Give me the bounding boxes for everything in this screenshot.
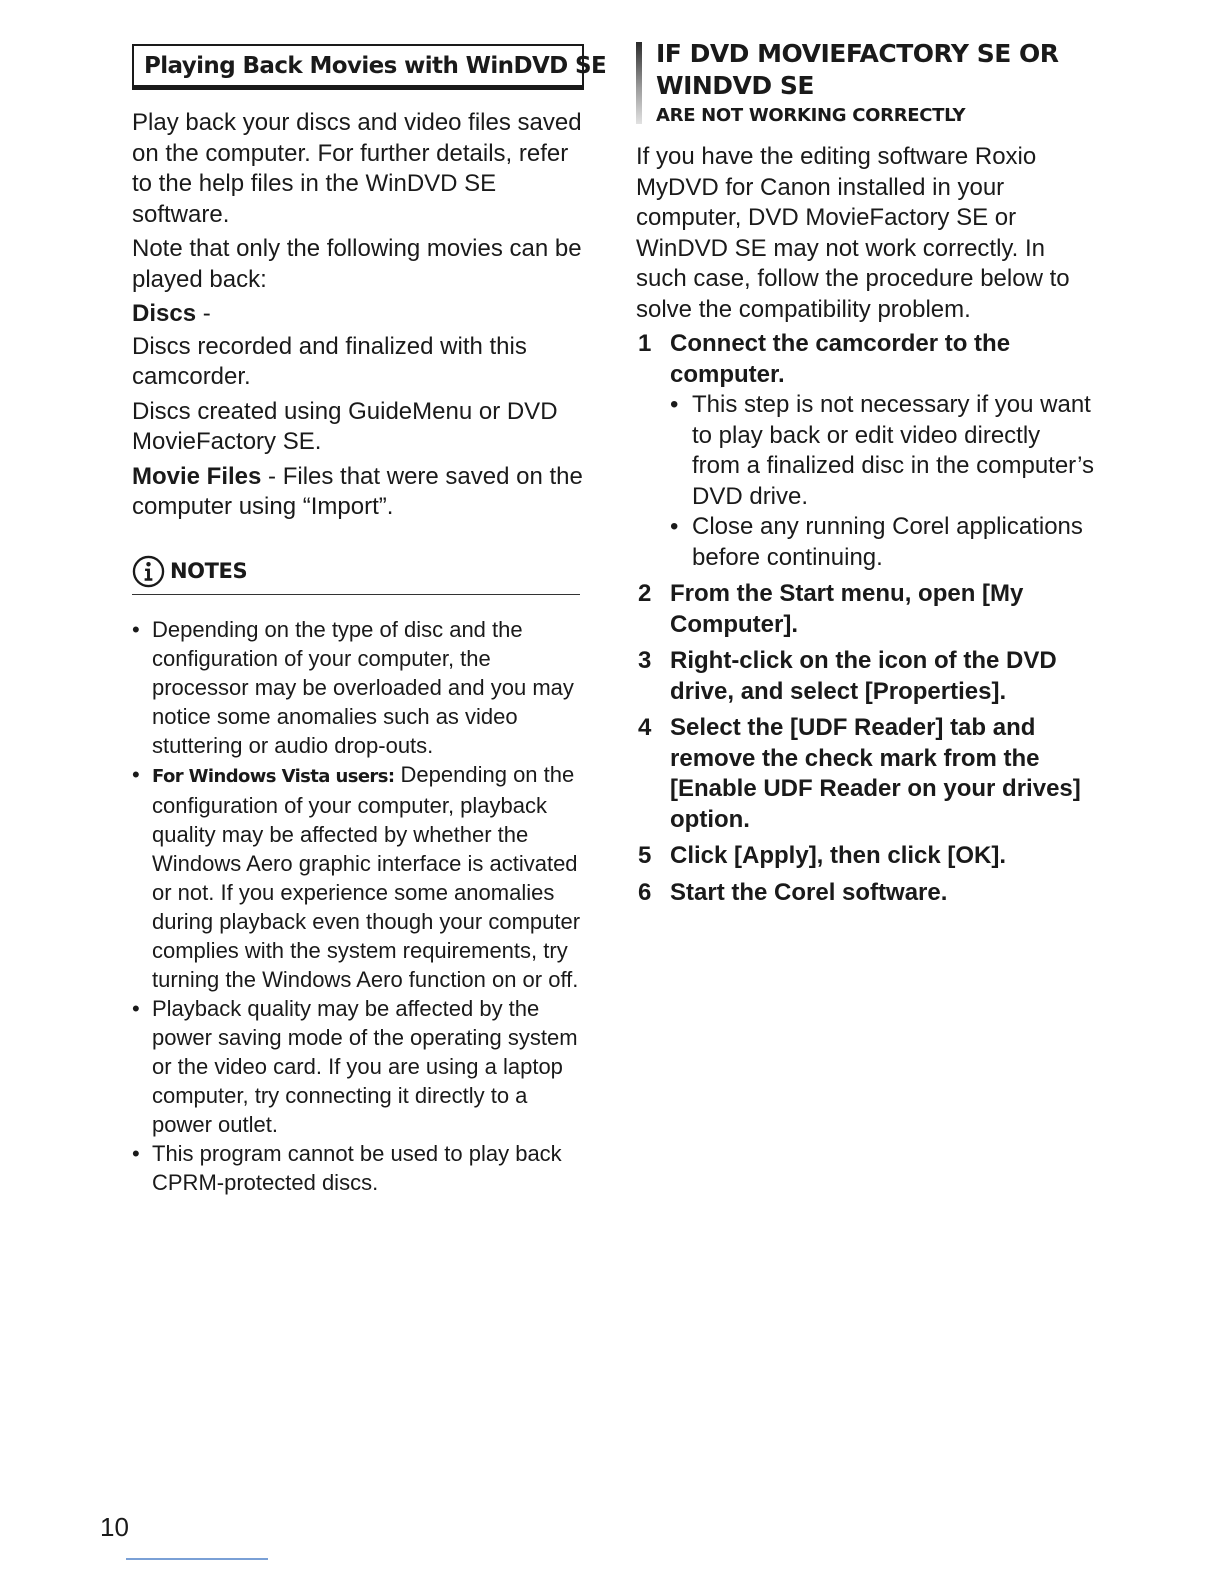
notes-item-text: Depending on the type of disc and the configuration of your computer, the processor may be overloaded and you may notice some anomalies such as video stuttering or audio drop-outs. <box>152 616 574 758</box>
step-number: 5 <box>638 842 652 869</box>
step-item <box>636 579 1094 640</box>
step-number: 3 <box>638 647 652 674</box>
bullet: • <box>132 616 140 642</box>
notes-item <box>132 994 584 1139</box>
bullet: • <box>132 761 140 787</box>
step-bullet-item <box>670 512 1094 573</box>
bullet: • <box>132 995 140 1021</box>
step-number: 4 <box>638 714 652 741</box>
notes-item-text: Depending on the configuration of your computer, playback quality may be affected by whether the Windows Aero graphic interface is activated or not. If you experience some anomalies during playback even though your computer complies with the system requirements, try turning the Windows Aero function on or off. <box>152 761 581 992</box>
discs-label: Discs <box>132 300 197 327</box>
troubleshoot-heading <box>636 38 1094 126</box>
step-bullet-item <box>670 390 1094 512</box>
step-item <box>636 713 1094 835</box>
step-bullet-text: This step is not necessary if you want to play back or edit video directly from a finalized disc in the computer’s DVD drive. <box>692 391 1094 510</box>
left-column <box>132 44 607 1197</box>
intro-paragraph: Play back your discs and video files saved on the computer. For further details, refer to the help files in the WinDVD SE software. <box>132 109 582 228</box>
step-1-bullets <box>670 390 1094 573</box>
discs-line-1: Discs recorded and finalized with this camcorder. <box>132 332 527 390</box>
heading-line-1: IF DVD MOVIEFACTORY SE OR WINDVD SE <box>656 39 1059 100</box>
movie-files-paragraph <box>132 462 584 523</box>
step-title: Right-click on the icon of the DVD drive, and select [Properties]. <box>670 647 1057 705</box>
step-title: From the Start menu, open [My Computer]. <box>670 580 1024 638</box>
movie-files-text: - Files that were saved on the computer using “Import”. <box>132 462 583 520</box>
section-title: Playing Back Movies with WinDVD SE <box>144 53 607 79</box>
discs-heading <box>132 299 584 330</box>
notes-item-text: This program cannot be used to play back CPRM-protected discs. <box>152 1140 562 1195</box>
notes-item <box>132 1139 584 1197</box>
discs-suffix: - <box>196 300 211 327</box>
notes-item <box>132 760 584 994</box>
right-intro-paragraph: If you have the editing software Roxio MyDVD for Canon installed in your computer, DVD MovieFactory SE or WinDVD SE may not work correctly. In such case, follow the procedure below to solve the compatibility problem. <box>636 143 1070 323</box>
step-item <box>636 878 1094 909</box>
notes-item <box>132 615 584 760</box>
step-bullet-text: Close any running Corel applications before continuing. <box>692 513 1083 571</box>
note-only-paragraph: Note that only the following movies can be played back: <box>132 235 582 293</box>
page-number: 10 <box>100 1512 129 1542</box>
notes-label: NOTES <box>170 559 248 583</box>
step-number: 6 <box>638 878 652 906</box>
step-item <box>636 841 1094 872</box>
heading-accent-bar <box>636 42 642 124</box>
bullet: • <box>132 1140 140 1166</box>
vista-label: For Windows Vista users: <box>152 765 395 787</box>
notes-item-text: Playback quality may be affected by the power saving mode of the operating system or the video card. If you are using a laptop computer, try connecting it directly to a power outlet. <box>152 995 578 1137</box>
discs-line-2: Discs created using GuideMenu or DVD MovieFactory SE. <box>132 397 558 455</box>
footer-divider <box>126 1558 268 1560</box>
bullet: • <box>670 513 679 540</box>
step-item <box>636 646 1094 707</box>
movie-files-label: Movie Files <box>132 462 262 490</box>
heading-line-2: ARE NOT WORKING CORRECTLY <box>656 105 966 126</box>
section-title-box <box>132 44 607 90</box>
step-item <box>636 329 1094 573</box>
step-title: Click [Apply], then click [OK]. <box>670 842 1007 869</box>
step-number: 2 <box>638 580 652 607</box>
step-title: Start the Corel software. <box>670 878 948 906</box>
step-number: 1 <box>638 330 652 357</box>
step-title: Connect the camcorder to the computer. <box>670 330 1011 388</box>
bullet: • <box>670 391 679 418</box>
step-title: Select the [UDF Reader] tab and remove the check mark from the [Enable UDF Reader on your drives] option. <box>670 714 1081 833</box>
steps-list <box>636 329 1094 908</box>
info-icon <box>132 555 165 588</box>
right-column <box>636 38 1094 914</box>
notes-header <box>132 555 580 595</box>
notes-list <box>132 615 584 1197</box>
